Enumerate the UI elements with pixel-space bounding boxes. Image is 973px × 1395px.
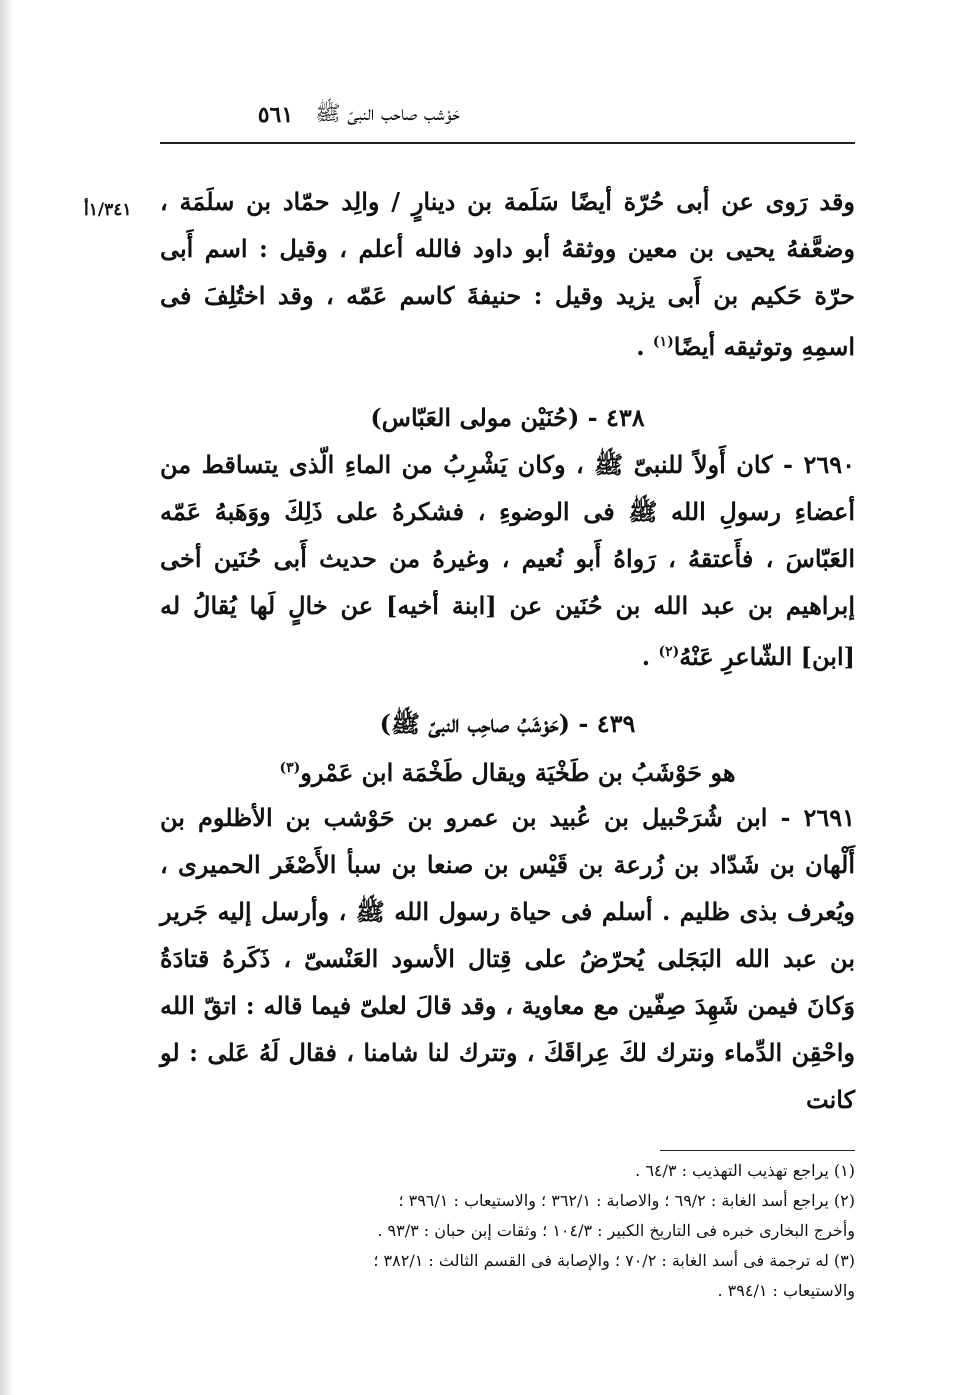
entry-number-2690: ٢٦٩٠	[803, 450, 855, 479]
main-text	[160, 178, 855, 1123]
paragraph-1-text: وقد رَوى عن أبى حُرّة أيضًا سَلَمة بن دينارٍ / والِد حمّاد بن سلَمَة ، وضعَّفهُ يحيى بن معين ووثقهُ أبو داود فالله أعلم ، وقيل : اسم أَبى حرّة حَكيم بن أَبى يزيد وقيل : حنيفةَ كاسم عَمّه ، وقد اختُلِفَ فى اسمِهِ وتوثيقه أيضًا	[160, 187, 855, 361]
page-number: ٥٦١	[257, 102, 294, 128]
footnote-line: (٢) يراجع أسد الغابة : ٦٩/٢ ؛ والاصابة : ٣٦٢/١ ؛ والاستيعاب : ٣٩٦/١ ؛	[398, 1191, 855, 1210]
paragraph-2691-text: - ابن شُرَحْبيل بن عُبيد بن عمرو بن حَوْشب بن الأظلوم بن أَلْهان بن شَدّاد بن زُرعة بن قَيْس بن صنعا بن سبأ الأَصْغَر الحميرى ، ويُعرف بذى ظليم . أسلم فى حياة رسول الله ﷺ ، وأرسل إليه جَرير بن عبد الله البَجَلى يُحرّضُ على قِتال الأسود العَنْسىّ ، ذَكَرهُ قتادَةُ وَكانَ فيمن شَهِدَ صِفّين مع معاوية ، وقد قالَ لعلىّ فيما قاله : اتقّ الله واحْقِن الدِّماء ونترك لكَ عِراقَكَ ، وتترك لنا شامنا ، فقال لَهُ عَلى : لو كانت	[160, 803, 856, 1114]
header-rule	[160, 142, 855, 144]
spacer	[160, 680, 855, 700]
paragraph-2691	[160, 794, 855, 1123]
footnote-line: (٣) له ترجمة فى أسد الغابة : ٧٠/٢ ؛ والإصابة فى القسم الثالث : ٣٨٢/١ ؛	[373, 1251, 855, 1270]
spacer	[160, 370, 855, 394]
paragraph-2690	[160, 441, 855, 680]
footnote-rule	[660, 1150, 855, 1151]
footnote-ref-1: (١)	[652, 334, 674, 350]
paragraph-2690-text: - كان أَولاً للنبىّ ﷺ ، وكان يَشْرِبُ من الماءِ الّذى يتساقط من أعضاءِ رسولِ الله ﷺ فى الوضوءِ ، فشكرهُ على ذَلِكَ ووَهَبهُ عَمّه العَبّاسَ ، فأَعتقهُ ، رَواهُ أَبو نُعيم ، وغيرهُ من حديث أَبى حُنَين أخى إبراهيم بن عبد الله بن حُنَين عن [ابنة أخيه] عن خالٍ لَها يُقالُ له [ابن] الشّاعرِ عَنْهُ	[160, 450, 856, 671]
scan-edge-shadow	[0, 0, 14, 1395]
entry-438-title: ٤٣٨ - (حُنَيْن مولى العَبّاس)	[370, 403, 645, 432]
entry-number-2691: ٢٦٩١	[803, 803, 855, 832]
running-header	[160, 100, 460, 130]
entry-439-subtitle	[160, 747, 855, 794]
paragraph-2690-end: .	[641, 642, 659, 671]
footnote-ref-3: (٣)	[279, 760, 301, 776]
margin-folio-note: ١/٣٤١أ	[84, 200, 132, 220]
footnote-line: وأخرج البخارى خبره فى التاريخ الكبير : ١٠٤/٣ ؛ وثقات إبن حبان : ٩٣/٣ .	[377, 1221, 855, 1240]
footnote-line: (١) يراجع تهذيب التهذيب : ٦٤/٣ .	[635, 1161, 855, 1180]
footnotes	[160, 1156, 855, 1306]
header-title: حَوْشب صاحب النبىّ ﷺ	[315, 100, 460, 125]
entry-439-subtitle-text: هو حَوْشَبُ بن طَخْيَة ويقال طَخْمَة ابن عَمْرو	[300, 758, 736, 787]
paragraph-1	[160, 178, 855, 370]
paragraph-1-end: .	[636, 332, 653, 361]
entry-439-title: ٤٣٩ - (حَوْشَبُ صاحِب النبىّ ﷺ)	[379, 709, 636, 738]
footnote-line: والاستيعاب : ٣٩٤/١ .	[717, 1281, 855, 1300]
footnote-ref-2: (٢)	[658, 644, 680, 660]
